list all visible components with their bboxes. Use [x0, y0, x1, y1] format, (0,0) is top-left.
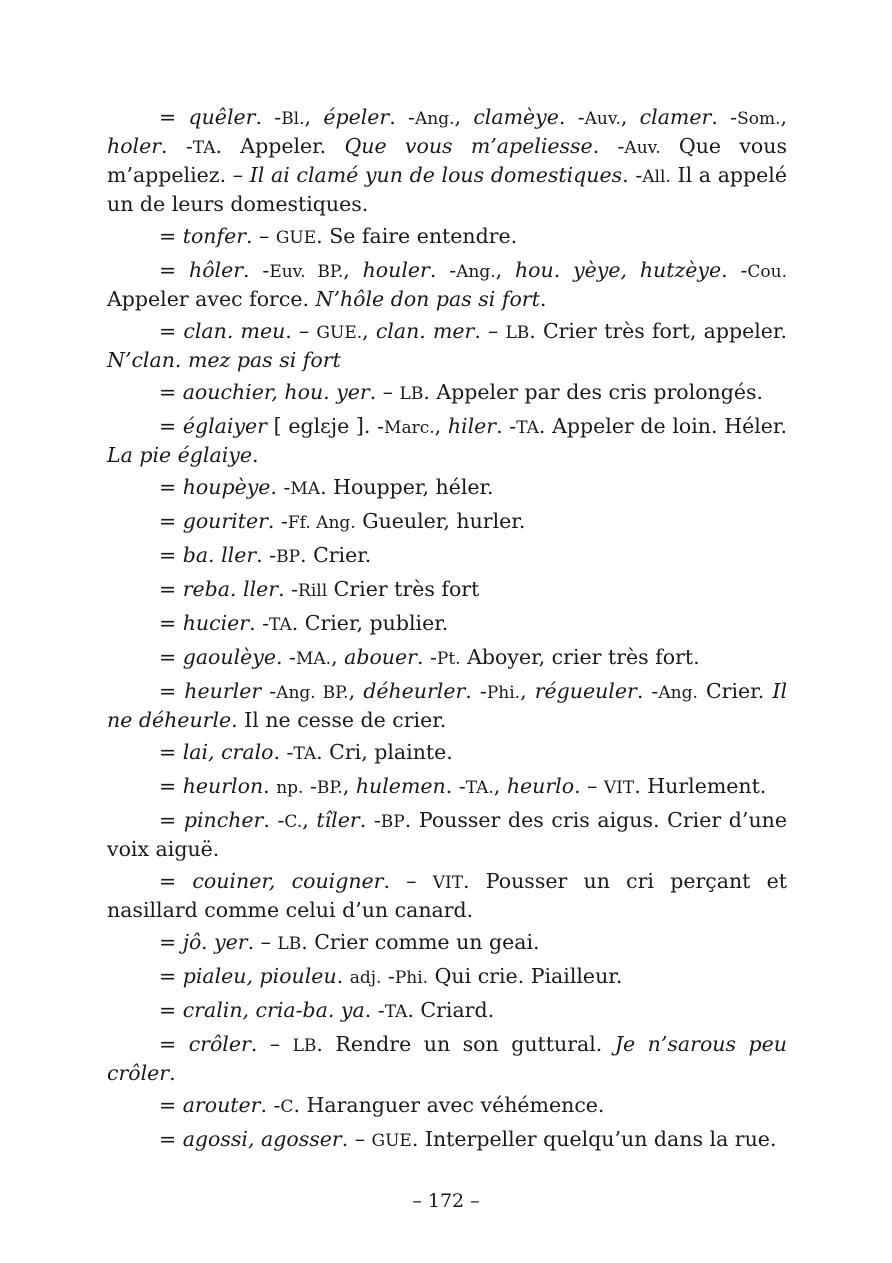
entry-text: . - [622, 163, 643, 187]
dictionary-entry [107, 997, 787, 1026]
entry-text: . Crier. [300, 543, 372, 567]
dialect-term: hôler [189, 258, 244, 282]
entry-text: . - [389, 105, 415, 129]
dialect-term: abouer [344, 645, 417, 669]
entry-text: = [159, 740, 183, 764]
region-abbreviation: BP [276, 547, 301, 567]
dictionary-entry [107, 1031, 787, 1087]
dictionary-entry [107, 318, 787, 374]
entry-text: . - [592, 134, 625, 158]
entry-text: = [159, 930, 183, 954]
region-abbreviation: LB [292, 1036, 317, 1056]
entry-text: = [159, 1093, 183, 1117]
entry-text: . - [256, 543, 277, 567]
region-abbreviation: TA [269, 615, 292, 635]
entry-text: = [159, 611, 183, 635]
entry-text: . Crier comme un geai. [301, 930, 540, 954]
entry-text: = [159, 998, 183, 1022]
entry-text: . Houpper, héler. [320, 475, 494, 499]
entry-text: , [331, 645, 345, 669]
region-abbreviation: BP [380, 812, 405, 832]
entry-text: . – [341, 1127, 372, 1151]
dictionary-entry [107, 739, 787, 768]
region-abbreviation: GUE [371, 1131, 412, 1151]
dialect-term: hucier [182, 611, 250, 635]
entry-text: = [159, 679, 185, 703]
dialect-term: déheurler [363, 679, 466, 703]
dialect-term: houler [362, 258, 430, 282]
entry-text: . – [383, 869, 433, 893]
region-abbreviation: Som. [737, 109, 781, 129]
entry-text: , [342, 774, 356, 798]
dictionary-entry [107, 1092, 787, 1121]
region-abbreviation: TA [293, 744, 317, 764]
dictionary-entry [107, 542, 787, 571]
page-number: – 172 – [412, 1190, 480, 1212]
entry-text: . - [359, 808, 381, 832]
entry-text: Aboyer, crier très fort. [460, 645, 700, 669]
entry-text: . Hurlement. [634, 774, 767, 798]
entry-text: . - [276, 645, 296, 669]
entry-text: Appeler avec force. [107, 287, 316, 311]
entry-text: , [302, 808, 317, 832]
entry-text: . - [249, 611, 270, 635]
dialect-term: holer [107, 134, 162, 158]
entry-text: = [159, 577, 183, 601]
dictionary-entry [107, 508, 787, 537]
dialect-term: quêler [188, 105, 256, 129]
dialect-term: épeler [323, 105, 390, 129]
entry-text: . - [721, 258, 748, 282]
entry-text: , [434, 414, 448, 438]
dictionary-entry [107, 1126, 787, 1155]
entry-text: , [620, 105, 640, 129]
dictionary-entry [107, 773, 787, 802]
dialect-term: crôler [188, 1032, 251, 1056]
entry-text: = [159, 414, 183, 438]
dialect-term: couiner, couigner [192, 869, 384, 893]
dialect-term: reba. ller [182, 577, 279, 601]
dialect-term: hiler [447, 414, 497, 438]
dictionary-entry [107, 413, 787, 469]
entry-text: . - [496, 414, 517, 438]
entry-text: . – [250, 1032, 293, 1056]
entry-text: = [159, 869, 193, 893]
region-abbreviation: Bl. [281, 109, 305, 129]
region-abbreviation: Cou. [747, 262, 787, 282]
entry-text: . - [416, 645, 437, 669]
region-abbreviation: Ff. Ang. [287, 513, 356, 533]
dialect-term: ba. ller [182, 543, 257, 567]
region-abbreviation: Euv. BP. [269, 262, 344, 282]
region-abbreviation: Auv. [584, 109, 621, 129]
dictionary-entry [107, 963, 787, 992]
dictionary-entry [107, 223, 787, 252]
dialect-term: églaiyer [182, 414, 267, 438]
entry-text: . Il ne cesse de crier. [231, 708, 447, 732]
dialect-term: aouchier, hou. yer [182, 380, 370, 404]
dictionary-entries [107, 104, 787, 1160]
region-abbreviation: VIT [432, 873, 464, 893]
dialect-term: Il ai clamé yun de lous domestiques [249, 163, 623, 187]
dialect-term: heurlon [182, 774, 264, 798]
entry-text: Qui crie. Piailleur. [428, 964, 623, 988]
entry-text: - [381, 964, 395, 988]
dictionary-entry [107, 678, 787, 734]
entry-text: . [336, 964, 350, 988]
dialect-term: tîler [316, 808, 360, 832]
dictionary-entry [107, 257, 787, 313]
dialect-term: Il ne déheurle [107, 679, 787, 732]
dialect-term: régueuler [534, 679, 637, 703]
entry-text: . – [574, 774, 604, 798]
region-abbreviation: TA [192, 138, 216, 158]
dialect-term: hulemen [355, 774, 446, 798]
entry-text: - [303, 774, 317, 798]
entry-text: . Crier très fort, appeler. [529, 319, 787, 343]
dictionary-entry [107, 644, 787, 673]
entry-text: . Cri, plainte. [316, 740, 453, 764]
entry-text: . – [369, 380, 400, 404]
dialect-term: heurlo [506, 774, 575, 798]
entry-text: = [159, 543, 183, 567]
entry-text: . - [711, 105, 738, 129]
region-abbreviation: TA [516, 418, 539, 438]
region-abbreviation: GUE [275, 228, 317, 248]
entry-text: . Interpeller quelqu’un dans la rue. [411, 1127, 777, 1151]
entry-text: Crier. [697, 679, 773, 703]
entry-text: Crier très fort [327, 577, 480, 601]
dialect-term: gaoulèye [182, 645, 276, 669]
region-abbreviation: C [280, 1097, 294, 1117]
dialect-term: cralin, cria-ba. ya [182, 998, 365, 1022]
dictionary-entry [107, 868, 787, 924]
dialect-term: lai, cralo [182, 740, 274, 764]
entry-text: . - [267, 509, 288, 533]
region-abbreviation: Ang. [414, 109, 455, 129]
entry-text: . Crier, publier. [291, 611, 449, 635]
dictionary-entry [107, 929, 787, 958]
entry-text: = [159, 224, 183, 248]
dialect-term: clan. mer [375, 319, 475, 343]
entry-text: . – [285, 319, 317, 343]
region-abbreviation: C. [284, 812, 303, 832]
region-abbreviation: Phi. [486, 683, 521, 703]
region-abbreviation: Marc. [384, 418, 435, 438]
region-abbreviation: Auv. [624, 138, 661, 158]
entry-text: . - [263, 808, 285, 832]
entry-text: . Pousser des cris aigus. Crier d’une voix aiguë. [107, 808, 787, 861]
region-abbreviation: Ang. BP. [276, 683, 349, 703]
entry-text: = [159, 1032, 189, 1056]
dialect-term: clan. meu [183, 319, 286, 343]
dialect-term: jô. yer [182, 930, 248, 954]
entry-text: . - [445, 774, 466, 798]
entry-text: . - [364, 998, 385, 1022]
entry-text: = [159, 380, 183, 404]
region-abbreviation: adj. [349, 968, 382, 988]
dialect-term: clamèye [473, 105, 559, 129]
entry-text: = [159, 808, 184, 832]
entry-text: . [251, 443, 259, 467]
entry-text: - [261, 679, 277, 703]
entry-text: . – [474, 319, 506, 343]
entry-text: , [343, 258, 363, 282]
entry-text: . Rendre un son guttural. [316, 1032, 615, 1056]
dialect-term: N’hôle don pas si fort [315, 287, 540, 311]
entry-text: , [495, 258, 515, 282]
entry-text: . Appeler par des cris prolongés. [423, 380, 764, 404]
entry-text: = [159, 105, 189, 129]
region-abbreviation: Phi. [394, 968, 429, 988]
region-abbreviation: LB [399, 384, 424, 404]
region-abbreviation: LB [505, 323, 530, 343]
entry-text: = [159, 964, 183, 988]
dialect-term: gouriter [182, 509, 268, 533]
entry-text: . - [465, 679, 487, 703]
entry-text: Gueuler, hurler. [355, 509, 526, 533]
entry-text: . Appeler de loin. Héler. [538, 414, 787, 438]
entry-text: . [169, 1061, 176, 1085]
entry-text: . Se faire entendre. [316, 224, 518, 248]
entry-text: . - [161, 134, 193, 158]
region-abbreviation: Rill [298, 581, 328, 601]
entry-text: , [780, 105, 787, 129]
dialect-term: Que vous m’apeliesse [344, 134, 593, 158]
entry-text: . - [558, 105, 585, 129]
dialect-term: clamer [639, 105, 712, 129]
dialect-term: agossi, agosser [182, 1127, 342, 1151]
entry-text: = [159, 645, 183, 669]
region-abbreviation: np. [276, 778, 304, 798]
entry-text: = [159, 475, 183, 499]
dialect-term: tonfer [182, 224, 247, 248]
region-abbreviation: Pt. [436, 649, 461, 669]
dictionary-entry [107, 379, 787, 408]
dialect-term: La pie églaiye [107, 443, 252, 467]
dictionary-entry [107, 474, 787, 503]
dictionary-entry [107, 610, 787, 639]
region-abbreviation: MA. [295, 649, 332, 669]
entry-text: , [362, 319, 376, 343]
dialect-term: Je n’sarous peu crôler [107, 1032, 787, 1085]
entry-text: = [159, 319, 184, 343]
entry-text: , [520, 679, 535, 703]
entry-text: , [348, 679, 364, 703]
region-abbreviation: VIT [603, 778, 635, 798]
dictionary-entry [107, 104, 787, 218]
entry-text: . - [243, 258, 270, 282]
region-abbreviation: MA [290, 479, 321, 499]
entry-text: , [454, 105, 474, 129]
dialect-term: heurler [184, 679, 262, 703]
region-abbreviation: Ang. [456, 262, 496, 282]
region-abbreviation: Ang. [658, 683, 698, 703]
entry-text: . - [255, 105, 282, 129]
entry-text: . - [270, 475, 291, 499]
entry-text: = [159, 1127, 183, 1151]
entry-text: , [493, 774, 507, 798]
entry-text: . [263, 774, 277, 798]
region-abbreviation: All. [642, 167, 671, 187]
entry-text: . [539, 287, 547, 311]
entry-text: . Criard. [407, 998, 495, 1022]
region-abbreviation: TA. [465, 778, 494, 798]
entry-text: . Pousser un cri perçant et nasillard comme celui d’un canard. [107, 869, 787, 922]
entry-text: = [159, 774, 183, 798]
dialect-term: pincher [183, 808, 264, 832]
entry-text: Il a appelé un de leurs domestiques. [107, 163, 787, 216]
entry-text: [ eglɛje ]. - [266, 414, 385, 438]
entry-text: . - [260, 1093, 281, 1117]
dialect-term: arouter [182, 1093, 261, 1117]
entry-text: Que vous m’appeliez. – [107, 134, 787, 187]
entry-text: = [159, 509, 183, 533]
dictionary-entry [107, 807, 787, 863]
region-abbreviation: TA [384, 1002, 408, 1022]
entry-text: . Appeler. [215, 134, 345, 158]
dialect-term: houpèye [182, 475, 271, 499]
region-abbreviation: GUE. [316, 323, 363, 343]
entry-text: = [159, 258, 189, 282]
dictionary-entry [107, 576, 787, 605]
entry-text: . Haranguer avec véhémence. [293, 1093, 605, 1117]
entry-text: . – [247, 930, 278, 954]
region-abbreviation: BP. [316, 778, 343, 798]
dialect-term: hou. yèye, hutzèye [514, 258, 722, 282]
dialect-term: N’clan. mez pas si fort [107, 348, 341, 372]
dialect-term: pialeu, piouleu [182, 964, 337, 988]
region-abbreviation: LB [277, 934, 302, 954]
entry-text: , [304, 105, 324, 129]
entry-text: . – [246, 224, 276, 248]
entry-text: . - [278, 577, 299, 601]
entry-text: . - [429, 258, 457, 282]
entry-text: . - [636, 679, 659, 703]
entry-text: . - [273, 740, 294, 764]
